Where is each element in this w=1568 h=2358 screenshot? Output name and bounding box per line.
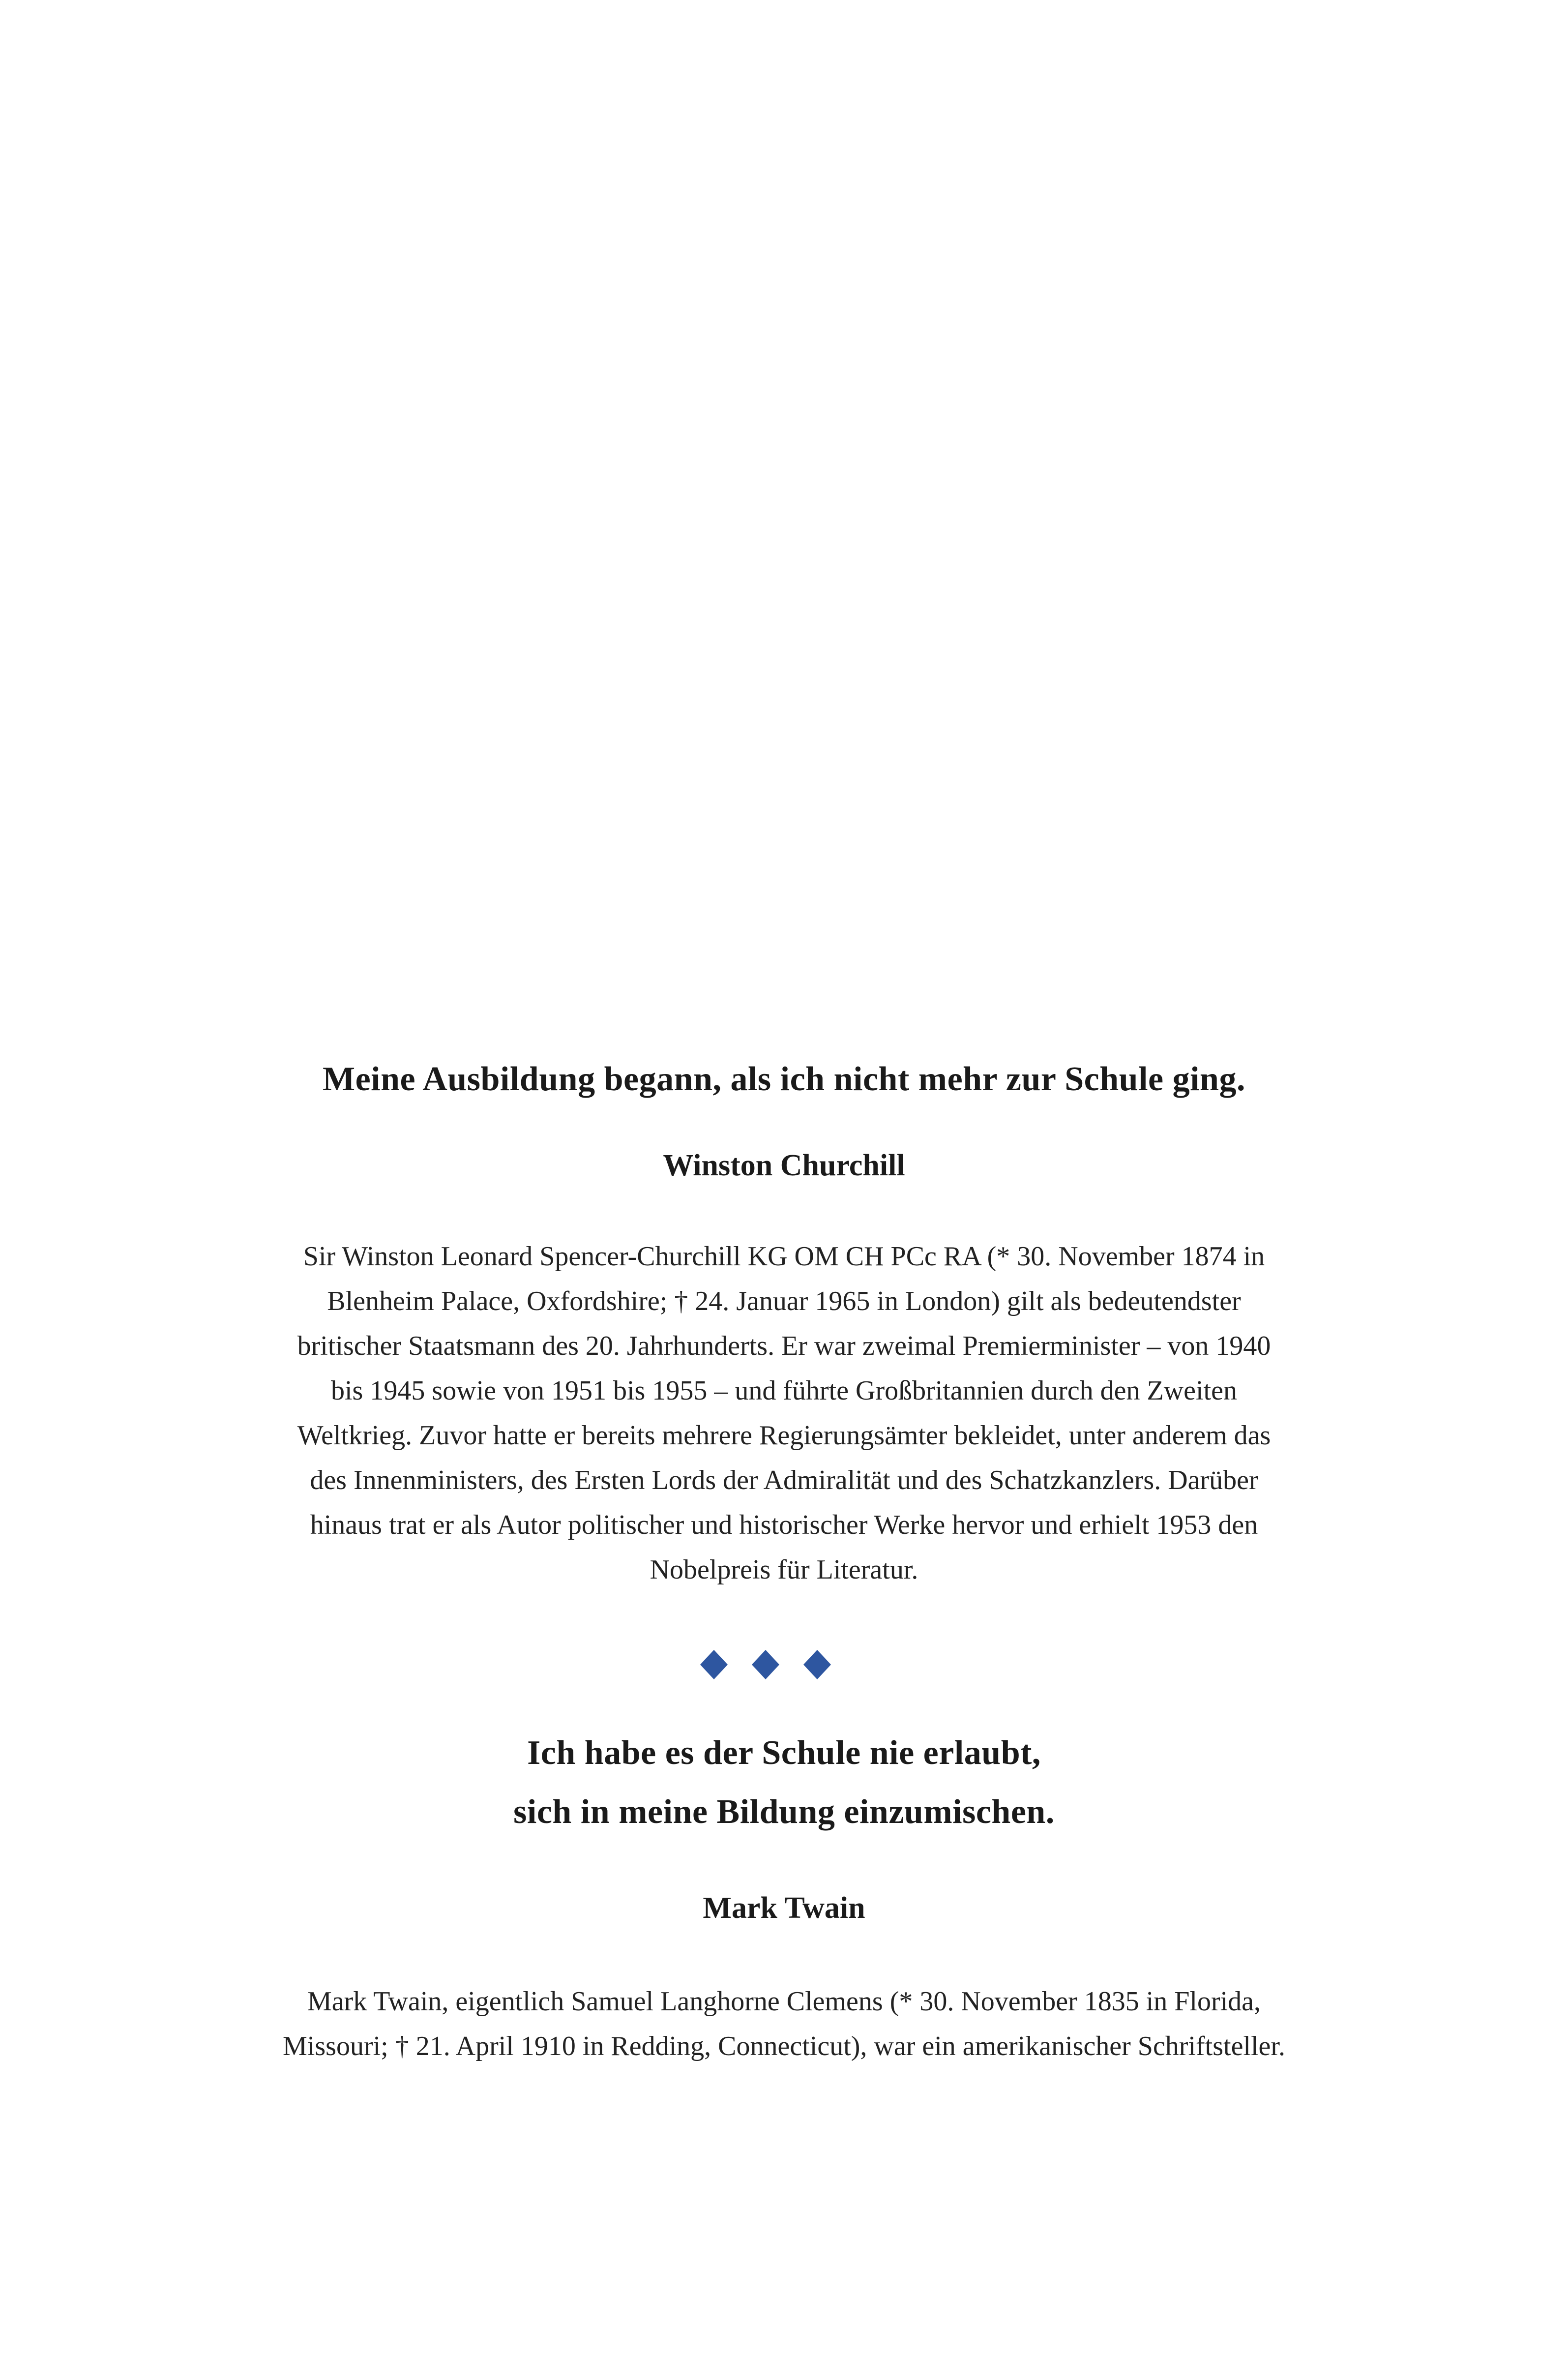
bio-line: hinaus trat er als Autor politischer und historischer Werke hervor und erhielt 1953 den xyxy=(310,1510,1258,1540)
biography-twain xyxy=(187,1979,1381,2069)
author-name-churchill: Winston Churchill xyxy=(663,1149,905,1182)
biography-churchill xyxy=(187,1234,1381,1592)
diamond-icon xyxy=(752,1650,779,1679)
quote-line: sich in meine Bildung einzumischen. xyxy=(513,1793,1055,1831)
author-name-twain: Mark Twain xyxy=(703,1891,865,1925)
bio-line: Mark Twain, eigentlich Samuel Langhorne Clemens (* 30. November 1835 in Florida, xyxy=(307,1986,1261,2017)
quote-twain xyxy=(187,1724,1381,1842)
bio-line: bis 1945 sowie von 1951 bis 1955 – und führte Großbritannien durch den Zweiten xyxy=(330,1375,1238,1406)
quote-line: Ich habe es der Schule nie erlaubt, xyxy=(527,1734,1041,1772)
bio-line: des Innenministers, des Ersten Lords der Admiralität und des Schatzkanzlers. Darüber xyxy=(310,1465,1258,1495)
diamond-icon xyxy=(803,1650,831,1679)
diamond-icon xyxy=(700,1650,728,1679)
bio-line: Blenheim Palace, Oxfordshire; † 24. Januar 1965 in London) gilt als bedeutendster xyxy=(327,1286,1241,1316)
quote-churchill: Meine Ausbildung begann, als ich nicht mehr zur Schule ging. xyxy=(323,1060,1245,1098)
bio-line: Nobelpreis für Literatur. xyxy=(650,1554,918,1585)
bio-line: Missouri; † 21. April 1910 in Redding, Connecticut), war ein amerikanischer Schriftsteller. xyxy=(283,2031,1285,2061)
bio-line: Sir Winston Leonard Spencer-Churchill KG OM CH PCc RA (* 30. November 1874 in xyxy=(303,1241,1265,1272)
bio-line: Weltkrieg. Zuvor hatte er bereits mehrere Regierungsämter bekleidet, unter anderem das xyxy=(297,1420,1271,1451)
bio-line: britischer Staatsmann des 20. Jahrhunderts. Er war zweimal Premierminister – von 1940 xyxy=(297,1331,1271,1361)
section-separator xyxy=(0,1645,1568,1684)
